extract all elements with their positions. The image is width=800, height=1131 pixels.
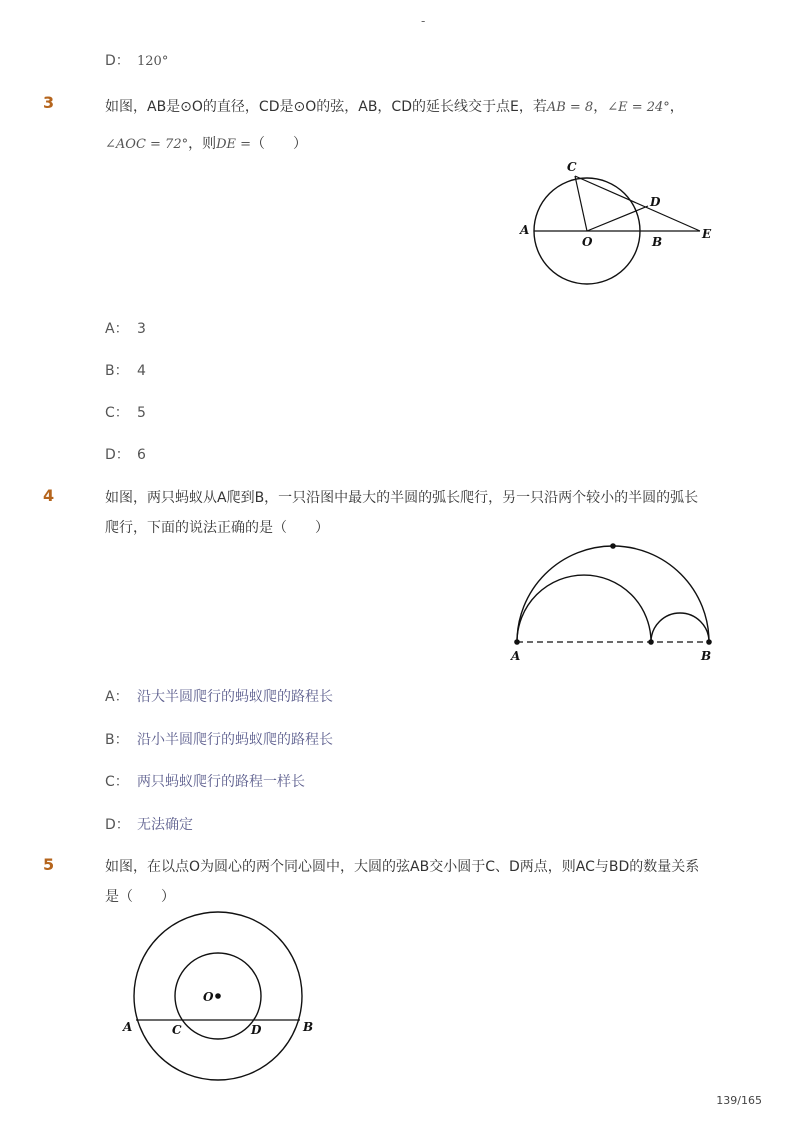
option-letter: B： xyxy=(105,363,129,379)
header-mark: - xyxy=(421,14,426,28)
question-number-5: 5 xyxy=(43,855,55,874)
label-a: A xyxy=(520,223,530,237)
option-letter: B： xyxy=(105,732,129,748)
question-5-line-2: 是（ ） xyxy=(105,889,175,905)
question-text: ，则 xyxy=(188,136,217,152)
q4-option-a[interactable] xyxy=(105,686,333,706)
option-value: 沿大半圆爬行的蚂蚁爬的路程长 xyxy=(137,689,333,705)
separator: ， xyxy=(669,99,684,115)
label-a: A xyxy=(123,1020,133,1034)
separator: ， xyxy=(593,99,608,115)
question-3-line-1 xyxy=(105,96,735,119)
page-number: 139/165 xyxy=(716,1094,762,1107)
option-value: 无法确定 xyxy=(137,817,193,833)
label-e: E xyxy=(702,227,712,241)
option-value: 6 xyxy=(137,447,146,463)
math-angle-e: ∠E = 24° xyxy=(607,100,670,115)
option-value: 4 xyxy=(137,363,146,379)
math-angle-aoc: ∠AOC = 72° xyxy=(105,137,189,152)
label-d: D xyxy=(650,195,661,209)
option-letter: A： xyxy=(105,689,129,705)
option-value: 3 xyxy=(137,321,146,337)
question-4-line-1: 如图，两只蚂蚁从A爬到B，一只沿图中最大的半圆的弧长爬行，另一只沿两个较小的半圆的弧长 xyxy=(105,490,699,506)
question-number-4: 4 xyxy=(43,486,55,505)
math-de: DE = xyxy=(216,137,252,152)
q4-option-c[interactable] xyxy=(105,771,305,791)
label-c: C xyxy=(567,160,577,174)
label-b: B xyxy=(652,235,663,249)
q3-option-d[interactable] xyxy=(105,444,146,464)
option-letter: C： xyxy=(105,405,129,421)
label-o: O xyxy=(203,990,214,1004)
question-number-3: 3 xyxy=(43,93,55,112)
option-value: 120° xyxy=(137,54,169,69)
math-ab: AB = 8 xyxy=(546,100,594,115)
question-3-line-2 xyxy=(105,133,735,156)
label-c: C xyxy=(172,1023,182,1037)
answer-blank: （ ） xyxy=(251,136,308,152)
q3-option-b[interactable] xyxy=(105,360,146,380)
prev-option-d[interactable] xyxy=(105,50,168,70)
label-d: D xyxy=(251,1023,262,1037)
option-letter: C： xyxy=(105,774,129,790)
figure-semicircles xyxy=(505,540,720,665)
q4-option-b[interactable] xyxy=(105,729,333,749)
option-value: 两只蚂蚁爬行的路程一样长 xyxy=(137,774,305,790)
question-5-line-1: 如图，在以点O为圆心的两个同心圆中，大圆的弦AB交小圆于C、D两点，则AC与BD的数量关系 xyxy=(105,859,700,875)
option-letter: A： xyxy=(105,321,129,337)
label-b: B xyxy=(701,649,712,663)
figure-concentric-circles xyxy=(115,912,325,1087)
label-o: O xyxy=(582,235,593,249)
option-letter: D： xyxy=(105,53,130,69)
q3-option-a[interactable] xyxy=(105,318,146,338)
question-text: 如图，AB是⊙O的直径，CD是⊙O的弦，AB，CD的延长线交于点E，若 xyxy=(105,99,547,115)
figure-circle-secant xyxy=(505,158,725,293)
label-b: B xyxy=(303,1020,314,1034)
q3-option-c[interactable] xyxy=(105,402,146,422)
option-letter: D： xyxy=(105,817,130,833)
label-a: A xyxy=(511,649,521,663)
option-value: 5 xyxy=(137,405,146,421)
option-value: 沿小半圆爬行的蚂蚁爬的路程长 xyxy=(137,732,333,748)
q4-option-d[interactable] xyxy=(105,814,193,834)
option-letter: D： xyxy=(105,447,130,463)
question-4-line-2: 爬行，下面的说法正确的是（ ） xyxy=(105,520,329,536)
